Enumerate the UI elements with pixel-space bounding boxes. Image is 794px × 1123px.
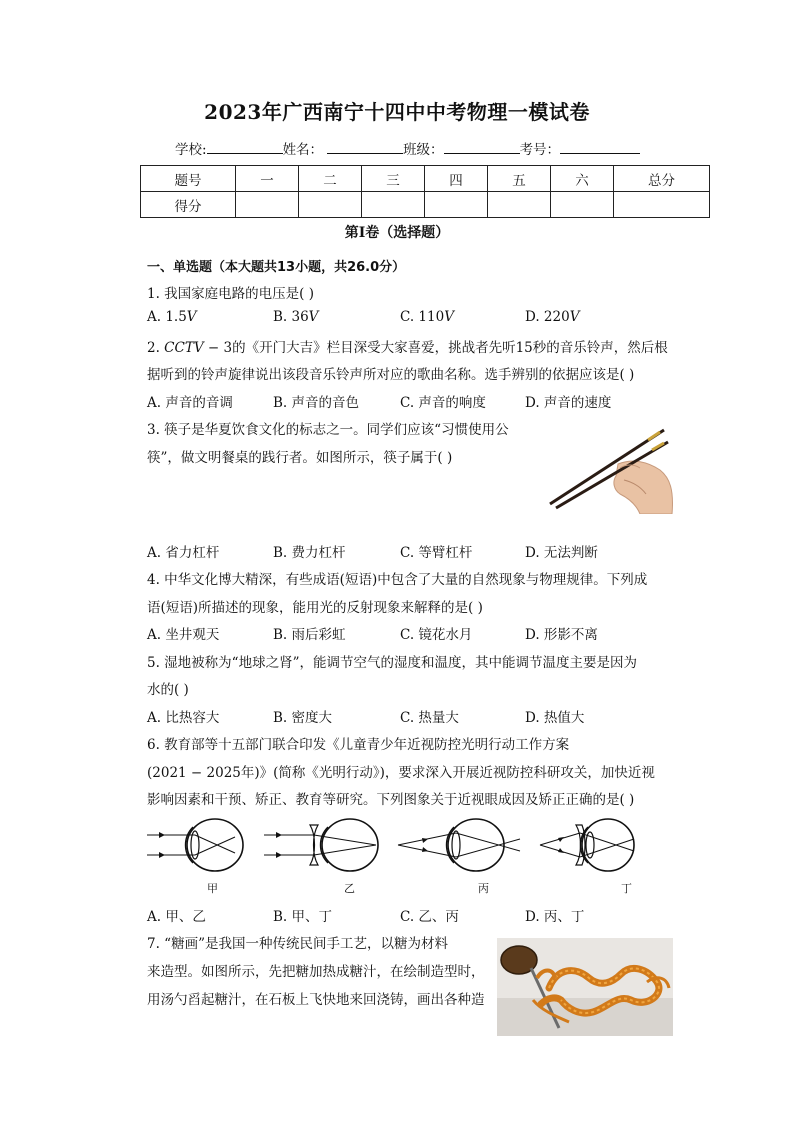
score-row-label: 得分 xyxy=(141,192,236,218)
question-3-text-line1: 3. 筷子是华夏饮食文化的标志之一。同学们应该“习惯使用公 xyxy=(147,422,509,438)
question-4-text-line1: 4. 中华文化博大精深，有些成语(短语)中包含了大量的自然现象与物理规律。下列成 xyxy=(147,572,648,588)
part-heading: 一、单选题（本大题共13小题，共26.0分） xyxy=(147,260,406,275)
option-b[interactable]: B. 费力杠杆 xyxy=(273,545,346,561)
option-b[interactable]: B. 雨后彩虹 xyxy=(273,627,346,643)
question-1-text: 1. 我国家庭电路的电压是( ) xyxy=(147,286,314,302)
score-table-score-row xyxy=(141,192,710,218)
option-a[interactable]: A. 甲、乙 xyxy=(147,909,206,925)
exam-no-blank[interactable] xyxy=(560,140,640,154)
score-header-cell: 二 xyxy=(299,166,362,192)
question-7-text-line1: 7. “糖画”是我国一种传统民间手工艺，以糖为材料 xyxy=(147,936,448,952)
option-c[interactable]: C. 热量大 xyxy=(400,710,459,726)
question-2-text-line2: 据听到的铃声旋律说出该段音乐铃声所对应的歌曲名称。选手辨别的依据应该是( ) xyxy=(147,367,635,383)
score-cell[interactable] xyxy=(425,192,488,218)
eye-diagram-ding xyxy=(538,815,638,877)
option-c[interactable]: C. 镜花水月 xyxy=(400,627,473,643)
question-3-text-line2: 筷”，做文明餐桌的践行者。如图所示，筷子属于( ) xyxy=(147,450,453,466)
option-c[interactable]: C. 声音的响度 xyxy=(400,395,486,411)
option-c[interactable]: C. 110𝑉 xyxy=(400,309,454,325)
sugar-painting-image xyxy=(497,938,673,1036)
figure-label-ding: 丁 xyxy=(621,882,632,895)
option-d[interactable]: D. 丙、丁 xyxy=(525,909,585,925)
question-5-text-line1: 5. 湿地被称为“地球之肾”，能调节空气的湿度和温度，其中能调节温度主要是因为 xyxy=(147,655,637,671)
score-cell[interactable] xyxy=(299,192,362,218)
option-b[interactable]: B. 36𝑉 xyxy=(273,309,319,325)
question-5-text-line2: 水的( ) xyxy=(147,682,189,698)
option-d[interactable]: D. 无法判断 xyxy=(525,545,598,561)
score-header-cell: 四 xyxy=(425,166,488,192)
score-cell[interactable] xyxy=(488,192,551,218)
school-blank[interactable] xyxy=(207,140,283,154)
question-7-text-line3: 用汤勺舀起糖汁，在石板上飞快地来回浇铸，画出各种造 xyxy=(147,992,485,1008)
question-6-text-line1: 6. 教育部等十五部门联合印发《儿童青少年近视防控光明行动工作方案 xyxy=(147,737,570,753)
eye-diagram-jia xyxy=(145,815,250,877)
question-2-text-line1: 2. 𝐶𝐶𝑇𝑉 − 3的《开门大吉》栏目深受大家喜爱，挑战者先听15秒的音乐铃声，然后根 xyxy=(147,340,668,356)
option-a[interactable]: A. 比热容大 xyxy=(147,710,220,726)
option-b[interactable]: B. 密度大 xyxy=(273,710,333,726)
question-7-text-line2: 来造型。如图所示，先把糖加热成糖汁，在绘制造型时， xyxy=(147,964,485,980)
name-label: 姓名： xyxy=(282,142,324,158)
eye-diagram-yi xyxy=(262,815,380,877)
option-a[interactable]: A. 省力杠杆 xyxy=(147,545,220,561)
option-c[interactable]: C. 乙、丙 xyxy=(400,909,459,925)
question-6-text-line3: 影响因素和干预、矫正、教育等研究。下列图象关于近视眼成因及矫正正确的是( ) xyxy=(147,792,635,808)
score-header-cell: 六 xyxy=(551,166,614,192)
score-cell[interactable] xyxy=(551,192,614,218)
option-b[interactable]: B. 甲、丁 xyxy=(273,909,333,925)
score-header-cell: 题号 xyxy=(141,166,236,192)
school-label: 学校: xyxy=(175,142,207,158)
eye-diagram-bing xyxy=(396,815,524,877)
option-d[interactable]: D. 声音的速度 xyxy=(525,395,612,411)
chopsticks-hand-image xyxy=(548,424,674,514)
option-d[interactable]: D. 热值大 xyxy=(525,710,585,726)
class-label: 班级： xyxy=(403,142,444,158)
option-b[interactable]: B. 声音的音色 xyxy=(273,395,360,411)
option-d[interactable]: D. 220𝑉 xyxy=(525,309,580,325)
option-a[interactable]: A. 坐井观天 xyxy=(147,627,220,643)
figure-label-jia: 甲 xyxy=(207,882,218,895)
section-title: 第I卷（选择题） xyxy=(344,225,450,241)
score-header-cell: 五 xyxy=(488,166,551,192)
figure-label-bing: 丙 xyxy=(478,882,489,895)
class-blank[interactable] xyxy=(444,140,520,154)
option-c[interactable]: C. 等臂杠杆 xyxy=(400,545,473,561)
score-cell[interactable] xyxy=(614,192,710,218)
score-cell[interactable] xyxy=(362,192,425,218)
score-header-cell: 三 xyxy=(362,166,425,192)
score-header-cell: 一 xyxy=(236,166,299,192)
figure-label-yi: 乙 xyxy=(344,882,355,895)
exam-title: 2023年广西南宁十四中中考物理一模试卷 xyxy=(204,100,590,124)
option-a[interactable]: A. 1.5𝑉 xyxy=(147,309,197,325)
option-d[interactable]: D. 形影不离 xyxy=(525,627,598,643)
option-a[interactable]: A. 声音的音调 xyxy=(147,395,233,411)
score-table-header-row xyxy=(141,166,710,192)
score-table xyxy=(140,165,710,218)
student-info-row xyxy=(175,138,640,158)
score-header-cell: 总分 xyxy=(614,166,710,192)
name-blank[interactable] xyxy=(327,140,403,154)
exam-no-label: 考号： xyxy=(519,142,561,158)
question-6-text-line2: (2021 − 2025年)》(简称《光明行动》)，要求深入开展近视防控科研攻关，加快近视 xyxy=(147,765,655,781)
question-4-text-line2: 语(短语)所描述的现象，能用光的反射现象来解释的是( ) xyxy=(147,600,483,616)
score-cell[interactable] xyxy=(236,192,299,218)
